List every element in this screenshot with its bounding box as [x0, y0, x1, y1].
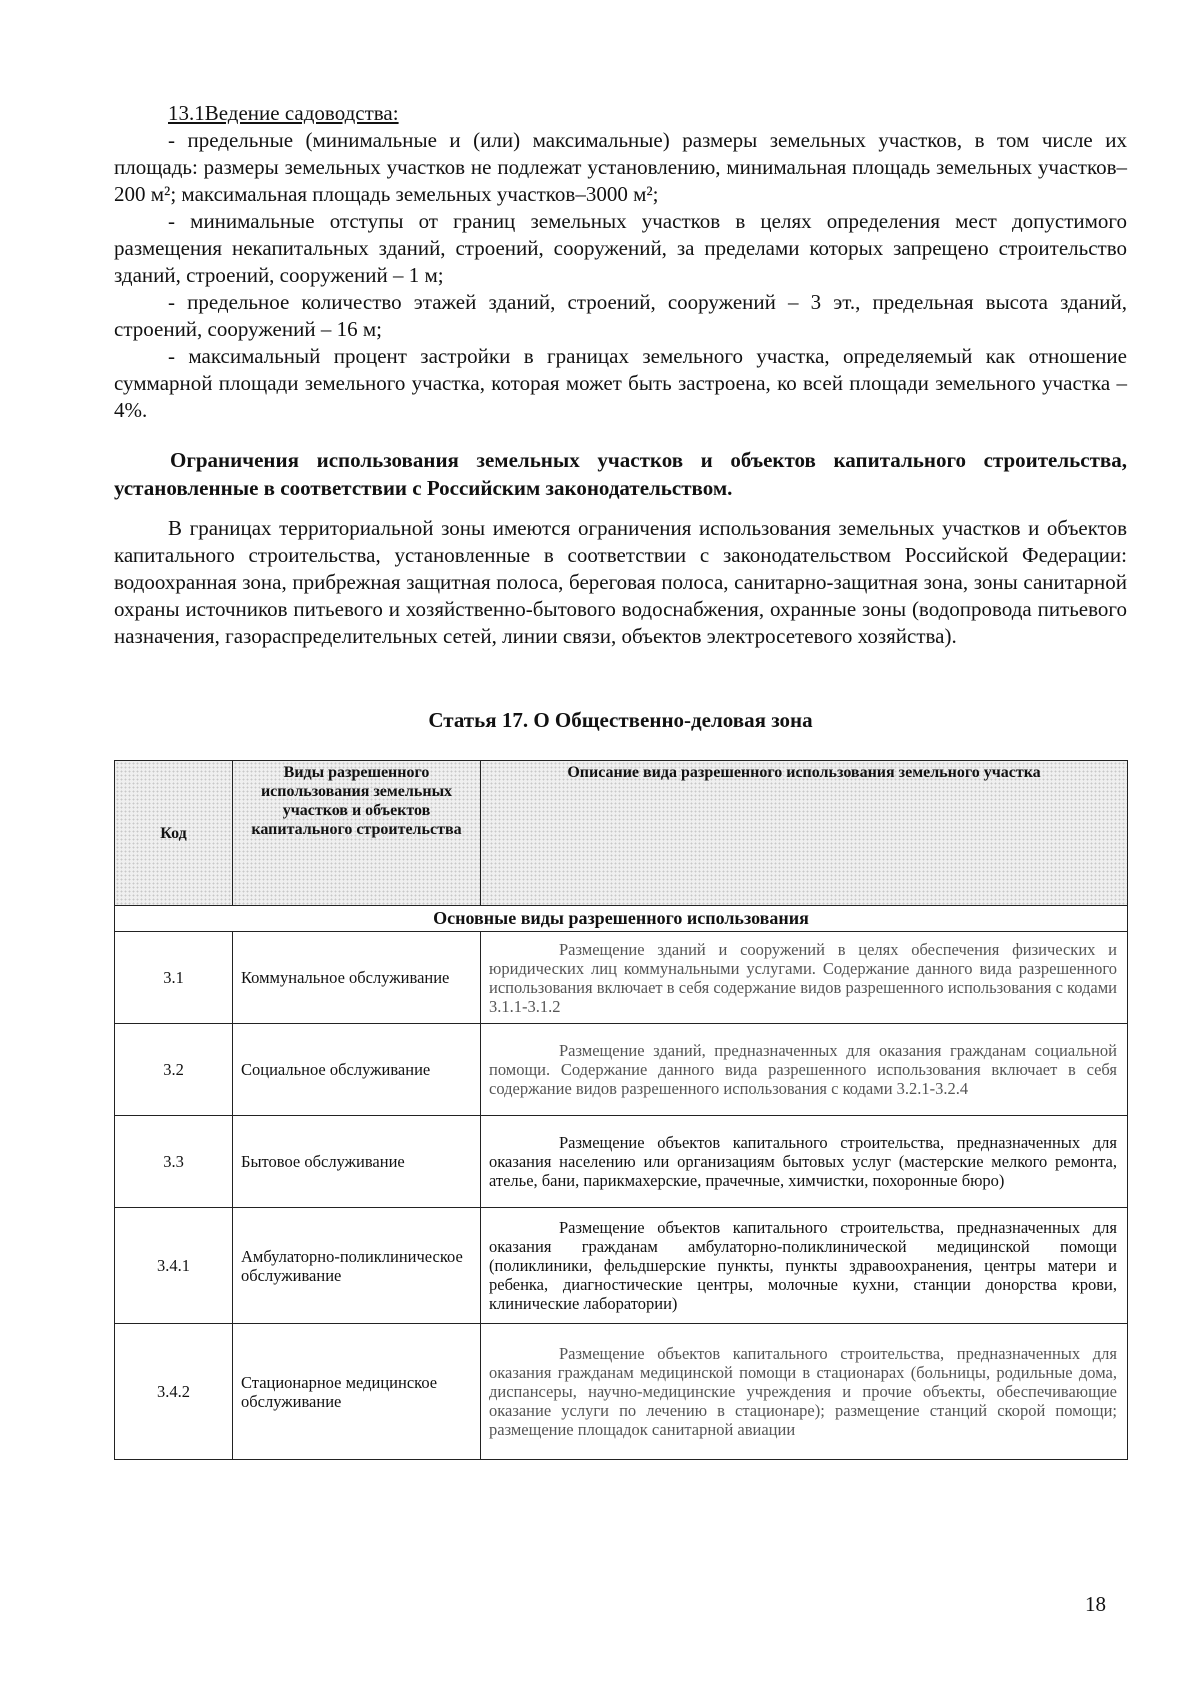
- article-title: Статья 17. О Общественно-деловая зона: [428, 708, 813, 732]
- page-number: 18: [1085, 1592, 1106, 1616]
- row-description: Размещение объектов капитального строительства, предназначенных для оказания гражданам медицинской помощи в стационарах (больницы, родильные дома, диспансеры, научно-медицинские учреждения и прочие объекты, обеспечивающие оказание услуги по лечению в стационаре); размещение станций скорой помощи; размещение площадок санитарной авиации: [481, 1324, 1128, 1460]
- table-row: [115, 1208, 1128, 1324]
- row-code: 3.4.1: [115, 1208, 233, 1324]
- row-name: Амбулаторно-поликлиническое обслуживание: [233, 1208, 481, 1324]
- row-name: Стационарное медицинское обслуживание: [233, 1324, 481, 1460]
- permitted-uses-table: [114, 760, 1128, 1460]
- setbacks-paragraph: - минимальные отступы от границ земельных участков в целях определения мест допустимого размещения некапитальных зданий, строений, сооружений, за пределами которых запрещено строительство зданий, строений, сооружений – 1 м;: [114, 209, 1127, 287]
- table-row: [115, 1324, 1128, 1460]
- row-description: Размещение объектов капитального строительства, предназначенных для оказания гражданам амбулаторно-поликлинической медицинской помощи (поликлиники, фельдшерские пункты, пункты здравоохранения, центры матери и ребенка, диагностические центры, молочные кухни, станции донорства крови, клинические лаборатории): [481, 1208, 1128, 1324]
- header-description: Описание вида разрешенного использования земельного участка: [481, 761, 1128, 906]
- restrictions-paragraph: В границах территориальной зоны имеются ограничения использования земельных участков и объектов капитального строительства, установленные в соответствии с законодательством Российской Федерации: водоохранная зона, прибрежная защитная полоса, береговая полоса, санитарно-защитная зона, зоны санитарной охраны источников питьевого и хозяйственно-бытового водоснабжения, охранные зоны (водопровода питьевого назначения, газораспределительных сетей, линии связи, объектов электросетевого хозяйства).: [114, 516, 1127, 648]
- row-description: Размещение объектов капитального строительства, предназначенных для оказания населению или организациям бытовых услуг (мастерские мелкого ремонта, ателье, бани, парикмахерские, прачечные, химчистки, похоронные бюро): [481, 1116, 1128, 1208]
- table-row: [115, 932, 1128, 1024]
- section-row: [115, 906, 1128, 932]
- plot-size-paragraph: - предельные (минимальные и (или) максимальные) размеры земельных участков, в том числе их площадь: размеры земельных участков не подлежат установлению, минимальная площадь земельных участков–200 м²; максимальная площадь земельных участков–3000 м²;: [114, 128, 1127, 206]
- table-header-row: [115, 761, 1128, 906]
- header-types: Виды разрешенного использования земельных участков и объектов капитального строительства: [233, 761, 481, 906]
- floors-paragraph: - предельное количество этажей зданий, строений, сооружений – 3 эт., предельная высота зданий, строений, сооружений – 16 м;: [114, 290, 1127, 341]
- section-title: 13.1Ведение садоводства:: [168, 101, 399, 125]
- gardening-section: [114, 100, 1127, 424]
- row-description: Размещение зданий, предназначенных для оказания гражданам социальной помощи. Содержание данного вида разрешенного использования включает в себя содержание видов разрешенного использования с кодами 3.2.1-3.2.4: [481, 1024, 1128, 1116]
- restrictions-heading: Ограничения использования земельных участков и объектов капитального строительства, установленные в соответствии с Российским законодательством.: [114, 448, 1127, 500]
- table-row: [115, 1024, 1128, 1116]
- coverage-paragraph: - максимальный процент застройки в границах земельного участка, определяемый как отношение суммарной площади земельного участка, которая может быть застроена, ко всей площади земельного участка – 4%.: [114, 344, 1127, 422]
- row-name: Коммунальное обслуживание: [233, 932, 481, 1024]
- row-name: Бытовое обслуживание: [233, 1116, 481, 1208]
- row-code: 3.2: [115, 1024, 233, 1116]
- restrictions-section: [114, 515, 1127, 650]
- row-code: 3.1: [115, 932, 233, 1024]
- row-name: Социальное обслуживание: [233, 1024, 481, 1116]
- row-description: Размещение зданий и сооружений в целях обеспечения физических и юридических лиц коммунальными услугами. Содержание данного вида разрешенного использования включает в себя содержание видов разрешенного использования с кодами 3.1.1-3.1.2: [481, 932, 1128, 1024]
- row-code: 3.4.2: [115, 1324, 233, 1460]
- section-label: Основные виды разрешенного использования: [115, 906, 1128, 932]
- table-row: [115, 1116, 1128, 1208]
- header-code: Код: [115, 761, 233, 906]
- row-code: 3.3: [115, 1116, 233, 1208]
